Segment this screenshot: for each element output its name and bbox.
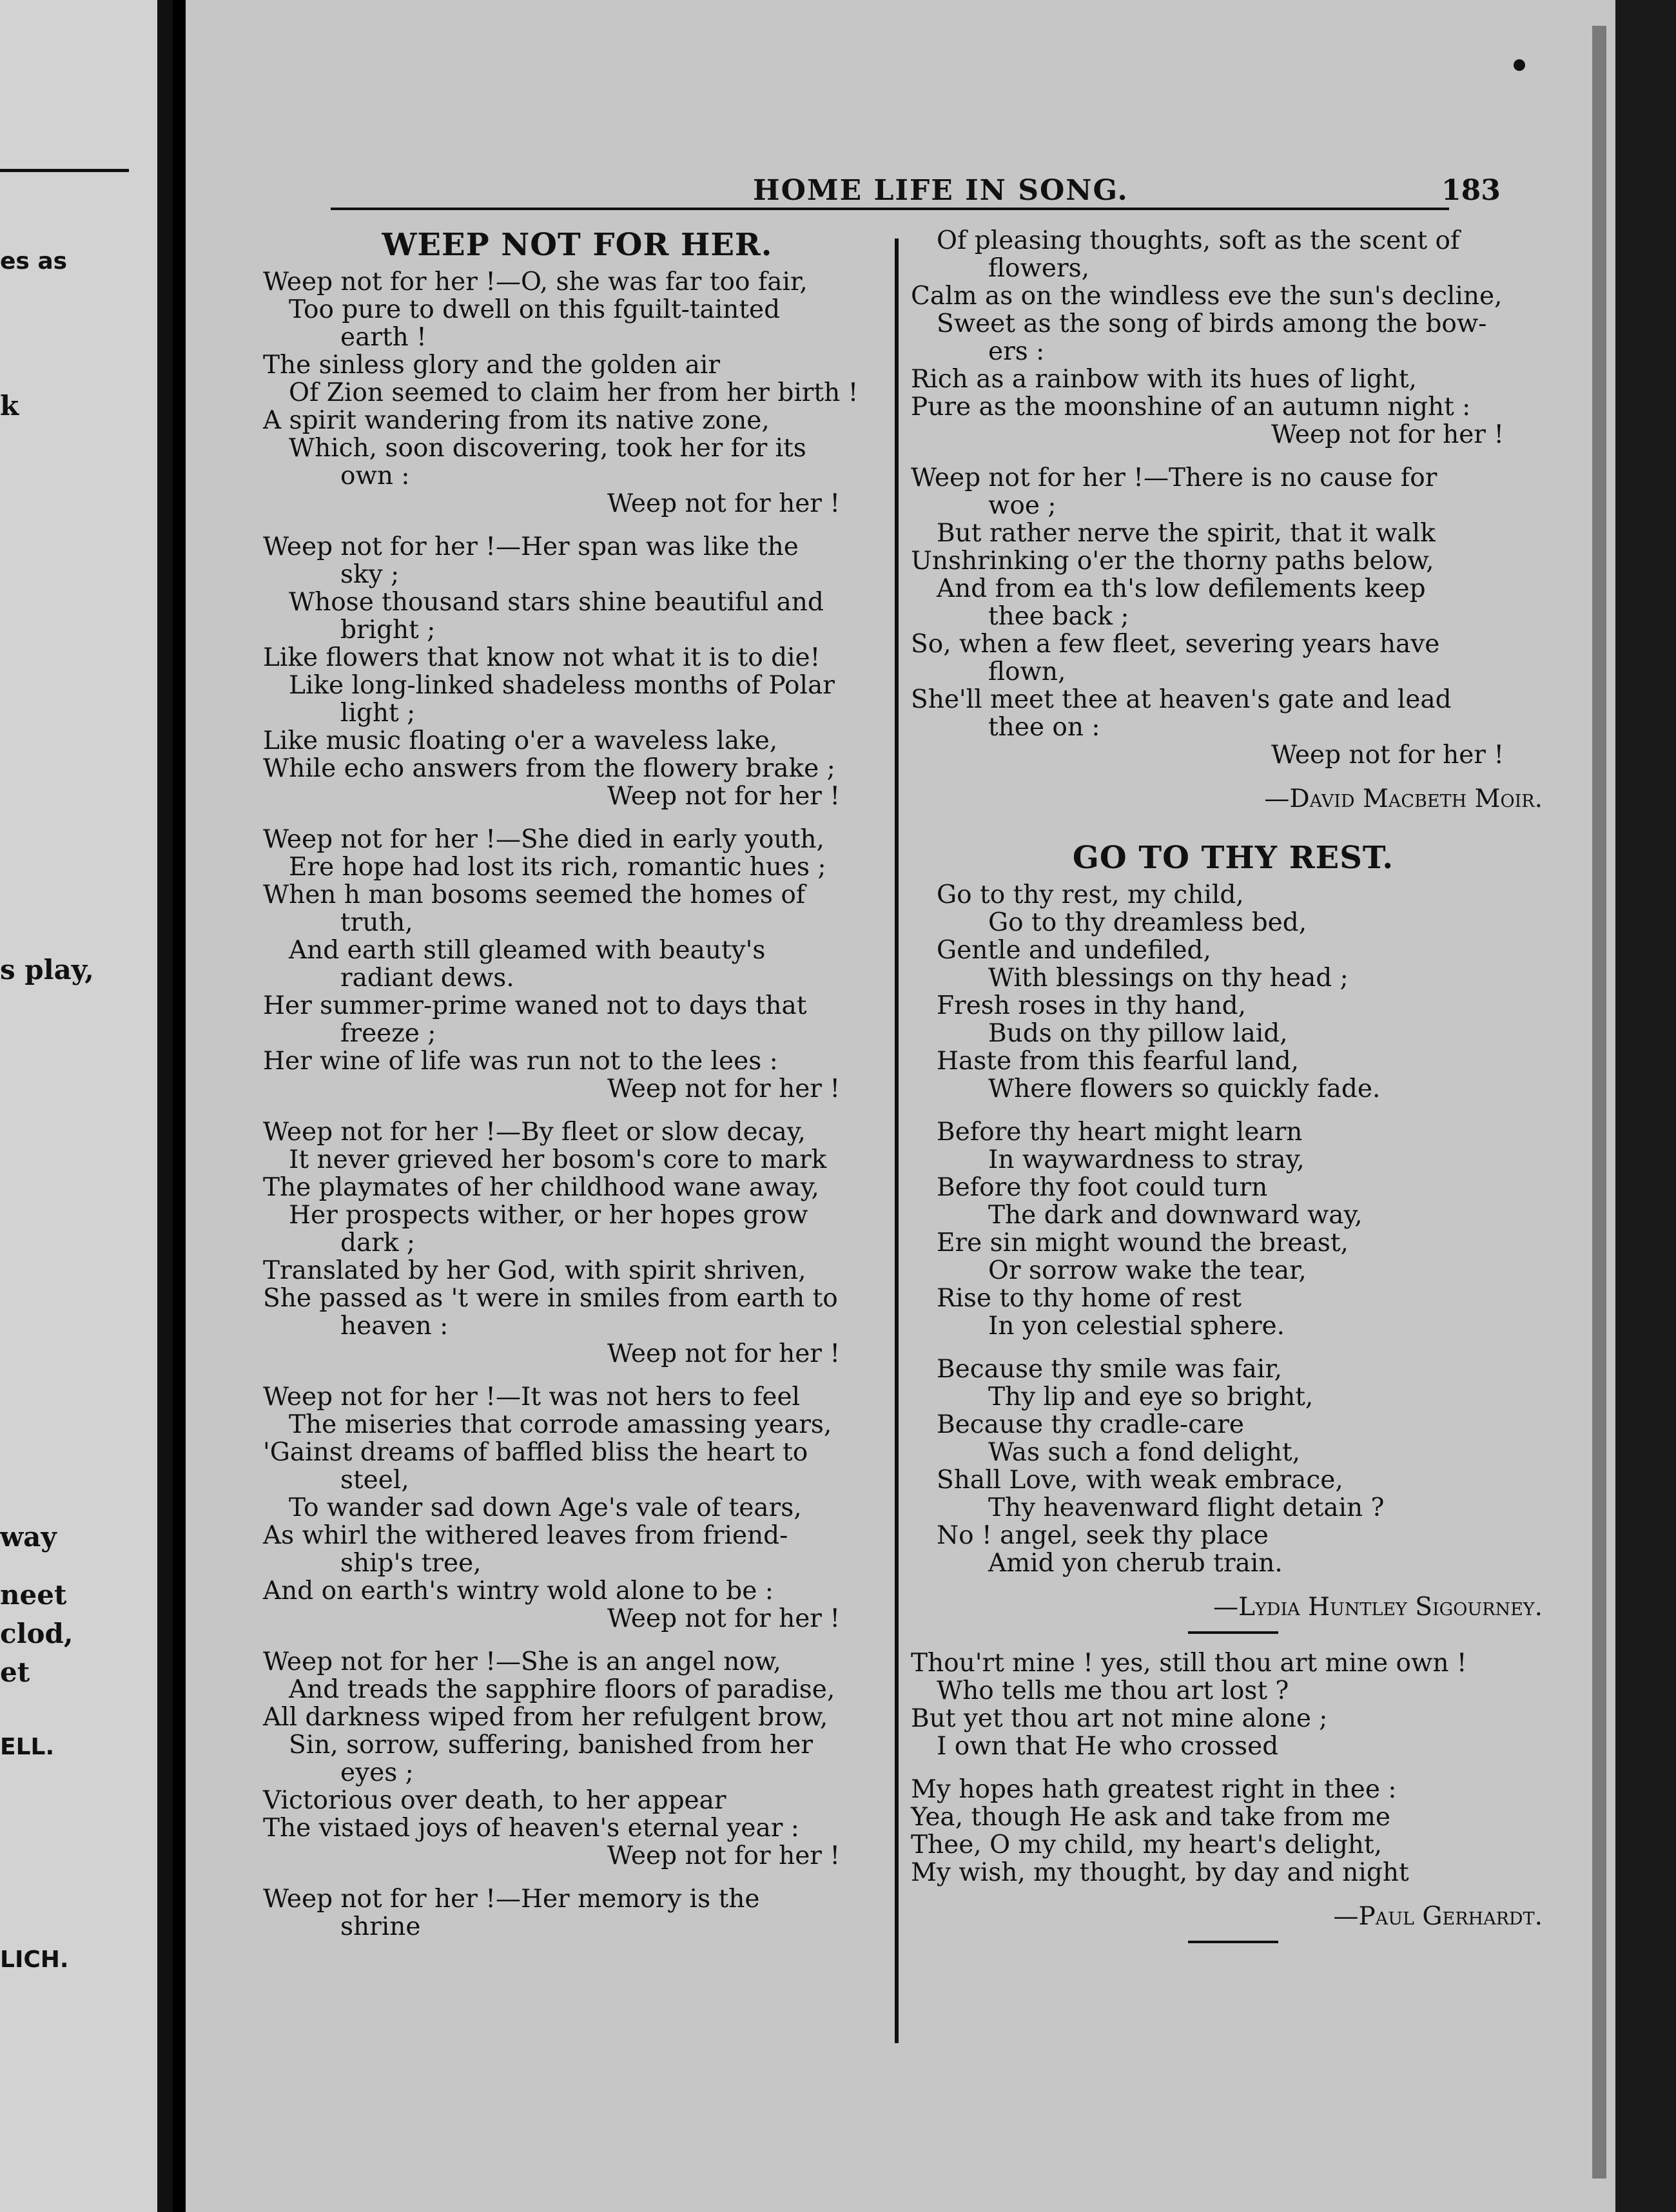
verse-line: Weep not for her !—There is no cause for [911,463,1437,492]
verse-line: light ; [340,699,416,728]
verse-line: Her prospects wither, or her hopes grow [289,1201,808,1230]
verse-line: Thou'rt mine ! yes, still thou art mine own ! [911,1649,1467,1678]
verse-line: In yon celestial sphere. [988,1312,1285,1341]
refrain-line: Weep not for her ! [607,489,840,518]
poem-2-body [911,881,1555,1577]
poem-3-body [911,1649,1555,1887]
verse-line: Her wine of life was run not to the lees : [263,1047,778,1076]
verse-line: Like flowers that know not what it is to die! [263,643,821,672]
verse-line: earth ! [340,323,427,352]
verse-line: woe ; [988,491,1057,520]
verse-line: Go to thy dreamless bed, [988,908,1307,937]
verse-line: Weep not for her !—O, she was far too fair, [263,267,808,296]
verse-line: Her summer-prime waned not to days that [263,991,807,1020]
refrain-line: Weep not for her ! [607,1339,840,1368]
verse-line: Like music floating o'er a waveless lake, [263,726,778,755]
verse-line: The sinless glory and the golden air [263,351,721,380]
verse-line: Pure as the moonshine of an autumn night : [911,393,1471,422]
verse-line: ship's tree, [340,1549,482,1578]
verse-line: 'Gainst dreams of baffled bliss the heart to [263,1438,808,1467]
verse-line: As whirl the withered leaves from friend- [263,1521,788,1550]
verse-line: My hopes hath greatest right in thee : [911,1775,1397,1804]
verse-line: When h man bosoms seemed the homes of [263,880,806,909]
verse-line: Calm as on the windless eve the sun's decline, [911,282,1503,311]
stanza [911,464,1555,769]
verse-line: Whose thousand stars shine beautiful and [289,588,824,617]
verse-line: Ere sin might wound the breast, [937,1228,1349,1257]
verse-line: Ere hope had lost its rich, romantic hues ; [289,853,826,882]
verse-line: Who tells me thou art lost ? [937,1676,1289,1705]
verse-line: Sin, sorrow, suffering, banished from her [289,1731,813,1760]
page-number: 183 [1441,174,1501,207]
refrain-line: Weep not for her ! [607,782,840,811]
left-page-fragment-text: way [0,1521,57,1553]
verse-line: flowers, [988,254,1090,283]
verse-line: And on earth's wintry wold alone to be : [263,1577,774,1606]
refrain-line: Weep not for her ! [607,1841,840,1870]
ink-dot [1514,59,1525,71]
verse-line: So, when a few fleet, severing years have [911,630,1440,659]
verse-line: Haste from this fearful land, [937,1047,1300,1076]
verse-line: Where flowers so quickly fade. [988,1074,1381,1103]
verse-line: All darkness wiped from her refulgent brow, [263,1703,828,1732]
stanza [911,1776,1555,1887]
page-edge [1592,26,1606,2178]
verse-line: Fresh roses in thy hand, [937,991,1246,1020]
refrain-line: Weep not for her ! [607,1604,840,1633]
stanza [911,1649,1555,1760]
verse-line: Weep not for her !—By fleet or slow decay, [263,1118,806,1147]
verse-line: thee on : [988,713,1100,742]
verse-line: The playmates of her childhood wane away, [263,1173,819,1202]
verse-line: And treads the sapphire floors of paradise, [289,1675,835,1704]
verse-line: It never grieved her bosom's core to mark [289,1145,827,1174]
header-rule [331,208,1449,210]
verse-line: steel, [340,1466,409,1495]
verse-line: radiant dews. [340,964,514,993]
right-margin-shadow [1615,0,1676,2212]
verse-line: Weep not for her !—Her memory is the [263,1885,760,1914]
verse-line: Thy heavenward flight detain ? [988,1493,1385,1522]
verse-line: Thy lip and eye so bright, [988,1382,1314,1412]
verse-line: Go to thy rest, my child, [937,880,1244,909]
verse-line: Shall Love, with weak embrace, [937,1466,1343,1495]
left-column [263,227,892,1956]
verse-line: Because thy cradle-care [937,1410,1244,1439]
verse-line: bright ; [340,616,436,645]
verse-line: Thee, O my child, my heart's delight, [911,1830,1382,1859]
verse-line: And earth still gleamed with beauty's [289,936,766,965]
verse-line: To wander sad down Age's vale of tears, [289,1493,802,1522]
verse-line: In waywardness to stray, [988,1145,1305,1174]
stanza [263,1885,892,1941]
left-page-fragment-text: LICH. [0,1946,69,1973]
stanza [911,881,1555,1103]
verse-line: shrine [340,1912,421,1941]
verse-line: Yea, though He ask and take from me [911,1803,1390,1832]
verse-line: Was such a fond delight, [988,1438,1301,1467]
verse-line: ers : [988,337,1045,366]
verse-line: But rather nerve the spirit, that it walk [937,519,1436,548]
verse-line: truth, [340,908,413,937]
verse-line: Like long-linked shadeless months of Polar [289,671,835,700]
poem-2-attribution: —Lydia Huntley Sigourney. [1213,1593,1543,1622]
left-page-fragment-text: neet [0,1579,67,1611]
verse-line: Weep not for her !—It was not hers to feel [263,1382,801,1412]
verse-line: Or sorrow wake the tear, [988,1256,1307,1285]
verse-line: Before thy foot could turn [937,1173,1268,1202]
left-page-fragment-text: clod, [0,1618,73,1649]
verse-line: While echo answers from the flowery brake ; [263,754,835,783]
verse-line: flown, [988,657,1066,686]
verse-line: sky ; [340,560,400,589]
stanza [911,1355,1555,1577]
poem-continuation [911,227,1555,769]
verse-line: Translated by her God, with spirit shriven, [263,1256,806,1285]
refrain-line: Weep not for her ! [1271,420,1504,449]
verse-line: She passed as 't were in smiles from earth to [263,1284,838,1313]
verse-line: The vistaed joys of heaven's eternal year : [263,1814,799,1843]
verse-line: own : [340,461,410,490]
left-page-fragment-text: ELL. [0,1734,55,1760]
left-page-fragment-text: et [0,1656,30,1688]
refrain-line: Weep not for her ! [607,1074,840,1103]
section-separator [1188,1631,1278,1634]
verse-line: Which, soon discovering, took her for its [289,434,806,463]
verse-line: The dark and downward way, [988,1201,1363,1230]
stanza [263,1648,892,1870]
verse-line: Rise to thy home of rest [937,1284,1242,1313]
verse-line: Too pure to dwell on this fguilt-tainted [289,295,781,324]
poem-title-2: GO TO THY REST. [1072,840,1394,876]
verse-line: dark ; [340,1228,416,1257]
verse-line: Weep not for her !—She is an angel now, [263,1647,781,1676]
verse-line: Because thy smile was fair, [937,1355,1283,1384]
stanza [263,268,892,518]
verse-line: Buds on thy pillow laid, [988,1019,1288,1048]
verse-line: eyes ; [340,1758,414,1787]
verse-line: No ! angel, seek thy place [937,1521,1269,1550]
stanza [911,227,1555,449]
left-page-fragment [0,0,173,2212]
column-rule [895,238,899,2043]
verse-line: And from ea th's low defilements keep [937,574,1426,603]
verse-line: Rich as a rainbow with its hues of light, [911,365,1417,394]
verse-line: Unshrinking o'er the thorny paths below, [911,547,1434,576]
verse-line: Gentle and undefiled, [937,936,1211,965]
verse-line: I own that He who crossed [937,1732,1279,1761]
verse-line: My wish, my thought, by day and night [911,1858,1409,1887]
left-page-rule [0,169,129,172]
verse-line: thee back ; [988,602,1129,631]
main-page [186,0,1615,2212]
verse-line: But yet thou art not mine alone ; [911,1704,1328,1733]
verse-line: Of Zion seemed to claim her from her birth ! [289,378,859,407]
left-page-fragment-text: es as [0,248,68,275]
left-page-fragment-text: s play, [0,954,94,985]
verse-line: freeze ; [340,1019,436,1048]
poem-attribution: —David Macbeth Moir. [1264,784,1543,813]
verse-line: Before thy heart might learn [937,1118,1303,1147]
running-title: HOME LIFE IN SONG. [753,174,1129,207]
verse-line: heaven : [340,1312,449,1341]
verse-line: With blessings on thy head ; [988,964,1349,993]
verse-line: Victorious over death, to her appear [263,1786,726,1815]
right-column [911,227,1555,1959]
stanza [263,1118,892,1368]
end-separator [1188,1941,1278,1943]
poem-3-attribution: —Paul Gerhardt. [1333,1902,1543,1931]
stanza [263,533,892,810]
verse-line: Weep not for her !—Her span was like the [263,532,799,561]
verse-line: She'll meet thee at heaven's gate and lead [911,685,1452,714]
left-page-fragment-text: k [0,390,19,422]
verse-line: The miseries that corrode amassing years, [289,1410,832,1439]
verse-line: Weep not for her !—She died in early youth, [263,825,824,854]
verse-line: A spirit wandering from its native zone, [263,406,770,435]
gutter [157,0,173,2212]
verse-line: Amid yon cherub train. [988,1549,1283,1578]
verse-line: Sweet as the song of birds among the bow- [937,309,1487,338]
verse-line: Of pleasing thoughts, soft as the scent of [937,226,1460,255]
stanza [263,1383,892,1633]
refrain-line: Weep not for her ! [1271,741,1504,770]
stanza [263,826,892,1103]
poem-title: WEEP NOT FOR HER. [382,227,773,263]
poem-body [263,268,892,1941]
stanza [911,1118,1555,1340]
